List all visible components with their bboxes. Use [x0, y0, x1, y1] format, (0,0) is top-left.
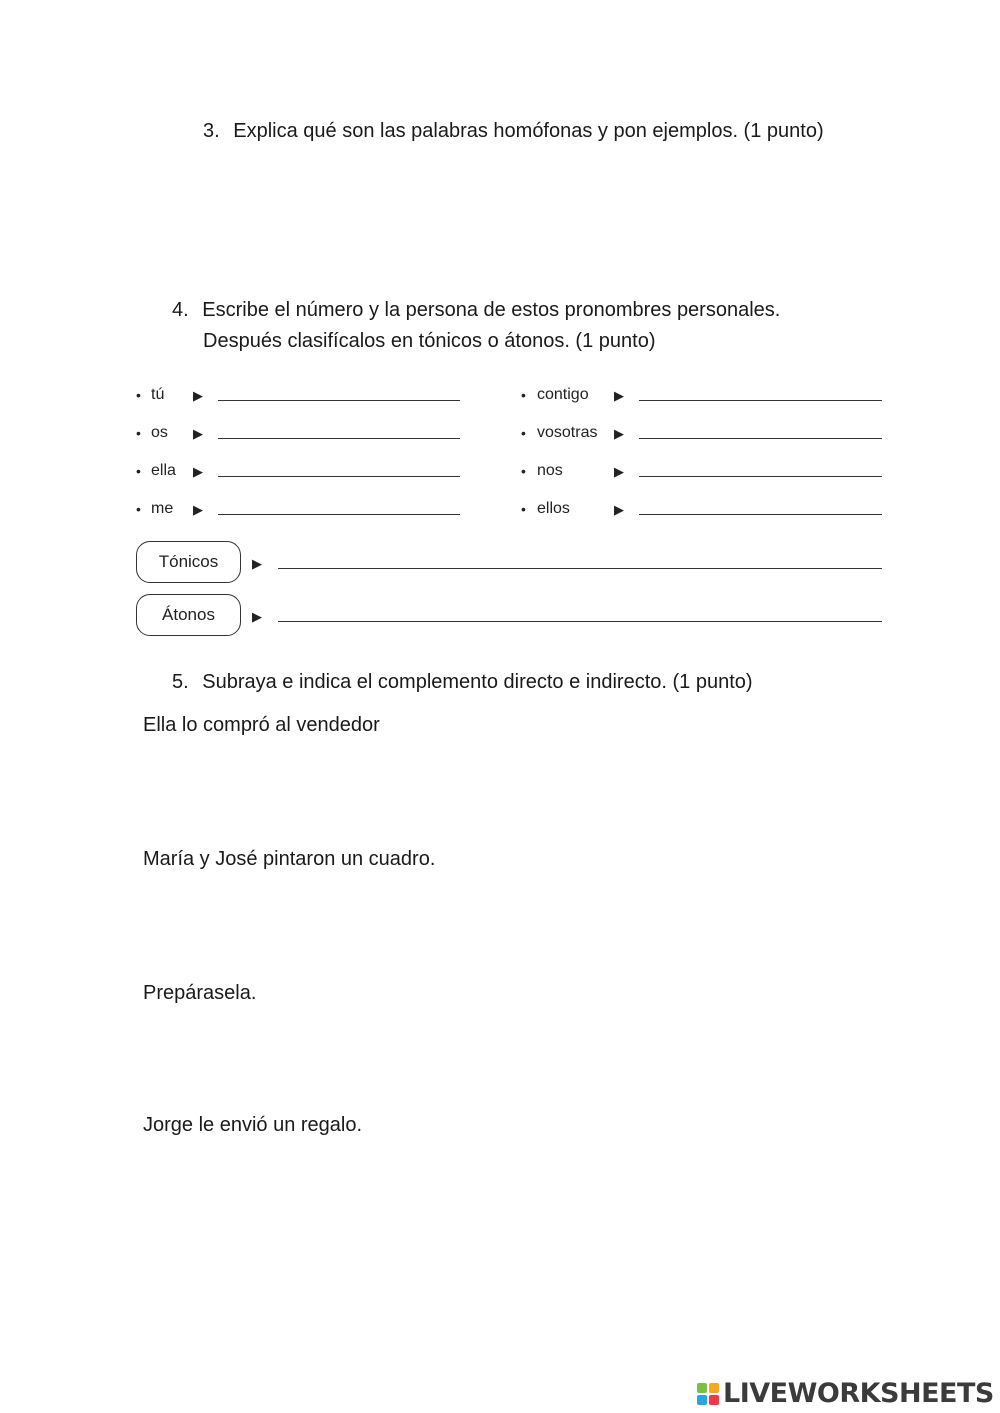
question-5-text: Subraya e indica el complemento directo e indirecto. (1 punto) — [202, 671, 753, 693]
answer-line-tonicos[interactable] — [278, 568, 882, 569]
answer-line-me[interactable] — [218, 514, 460, 515]
question-3-number: 3. — [203, 120, 220, 142]
answer-line-atonos[interactable] — [278, 621, 882, 622]
liveworksheets-logo — [697, 1378, 994, 1409]
pronoun-tu: tú — [151, 386, 165, 403]
logo-text: LIVEWORKSHEETS — [723, 1378, 994, 1409]
logo-square — [697, 1383, 707, 1393]
arrow-right-icon: ▶ — [614, 464, 624, 479]
bullet-icon: • — [136, 501, 141, 517]
arrow-right-icon: ▶ — [614, 388, 624, 403]
sentence-2: María y José pintaron un cuadro. — [143, 848, 436, 870]
answer-line-os[interactable] — [218, 438, 460, 439]
arrow-right-icon: ▶ — [193, 502, 203, 517]
answer-line-tu[interactable] — [218, 400, 460, 401]
sentence-4: Jorge le envió un regalo. — [143, 1114, 363, 1136]
arrow-right-icon: ▶ — [252, 609, 262, 624]
logo-square — [709, 1383, 719, 1393]
bullet-icon: • — [521, 387, 526, 403]
sentence-3: Prepárasela. — [143, 982, 257, 1004]
bullet-icon: • — [521, 425, 526, 441]
question-5-number: 5. — [172, 671, 189, 693]
question-3-text: Explica qué son las palabras homófonas y pon ejemplos. (1 punto) — [233, 120, 824, 142]
arrow-right-icon: ▶ — [193, 464, 203, 479]
question-3 — [203, 120, 824, 143]
pronoun-ellos: ellos — [537, 500, 570, 517]
tonicos-label: Tónicos — [158, 552, 219, 571]
answer-line-nos[interactable] — [639, 476, 882, 477]
arrow-right-icon: ▶ — [252, 556, 262, 571]
logo-square — [697, 1395, 707, 1405]
atonos-label: Átonos — [162, 605, 215, 624]
arrow-right-icon: ▶ — [193, 426, 203, 441]
bullet-icon: • — [521, 463, 526, 479]
pronoun-nos: nos — [537, 462, 563, 479]
tonicos-label-box — [136, 541, 241, 583]
sentence-1: Ella lo compró al vendedor — [143, 714, 380, 736]
pronoun-ella: ella — [151, 462, 176, 479]
arrow-right-icon: ▶ — [193, 388, 203, 403]
pronoun-os: os — [151, 424, 168, 441]
pronoun-vosotras: vosotras — [537, 424, 598, 441]
atonos-label-box — [136, 594, 241, 636]
logo-squares-icon — [697, 1383, 719, 1405]
question-4 — [172, 299, 780, 322]
bullet-icon: • — [136, 463, 141, 479]
pronoun-contigo: contigo — [537, 386, 589, 403]
answer-line-ella[interactable] — [218, 476, 460, 477]
question-4-line2: Después clasifícalos en tónicos o átonos. (1 punto) — [203, 330, 656, 352]
question-5 — [172, 671, 753, 694]
arrow-right-icon: ▶ — [614, 502, 624, 517]
logo-square — [709, 1395, 719, 1405]
question-4-number: 4. — [172, 299, 189, 321]
answer-line-ellos[interactable] — [639, 514, 882, 515]
pronoun-me: me — [151, 500, 174, 517]
bullet-icon: • — [136, 387, 141, 403]
answer-line-contigo[interactable] — [639, 400, 882, 401]
answer-line-vosotras[interactable] — [639, 438, 882, 439]
bullet-icon: • — [521, 501, 526, 517]
question-4-line1: Escribe el número y la persona de estos pronombres personales. — [202, 299, 781, 321]
bullet-icon: • — [136, 425, 141, 441]
arrow-right-icon: ▶ — [614, 426, 624, 441]
